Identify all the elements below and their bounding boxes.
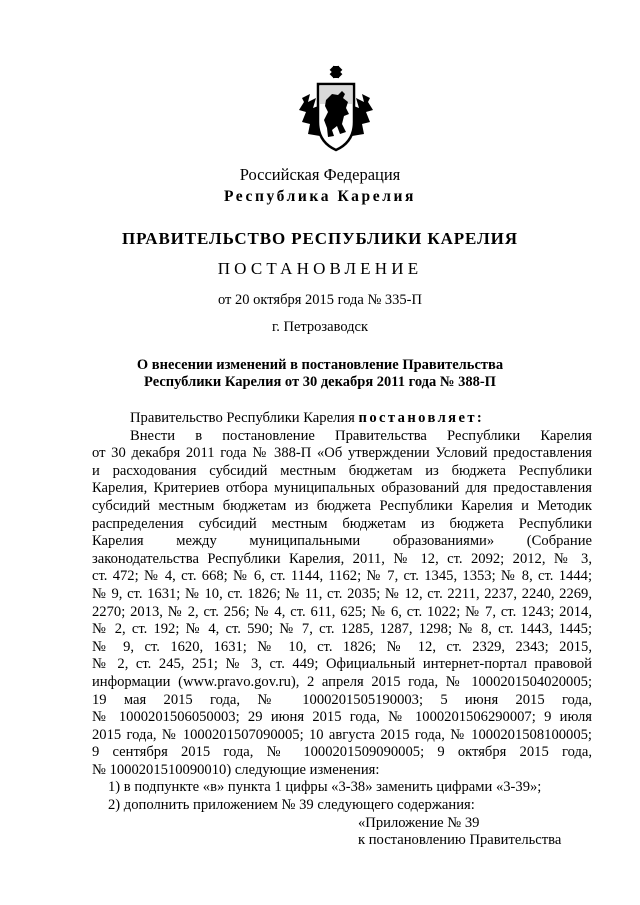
body-line: ст. 472; № 4, ст. 668; № 6, ст. 1144, 1162; № 7, ст. 1345, 1353; № 8, ст. 1444; (92, 568, 592, 585)
country-name: Российская Федерация (239, 165, 401, 184)
body-line: № 1000201506050003; 29 июня 2015 года, № 1000201506290007; 9 июля (92, 709, 592, 726)
body-line: 19 мая 2015 года, № 1000201505190003; 5 июня 2015 года, (92, 691, 592, 708)
body-line: № 9, ст. 1620, 1631; № 10, ст. 1826; № 12, ст. 2329, 2343; 2015, (92, 638, 592, 655)
body-line: № 1000201510090010) следующие изменения: (92, 761, 380, 778)
document-body (92, 410, 592, 850)
body-line: Карелия между муниципальными образованиями» (Собрание (92, 533, 592, 550)
body-line: Внести в постановление Правительства Республики Карелия (130, 427, 592, 444)
body-line: законодательства Республики Карелия, 2011, № 12, ст. 2092; 2012, № 3, (92, 550, 592, 567)
body-line: и расходования субсидий местным бюджетам из бюджета Республики (92, 462, 592, 479)
body-line: от 30 декабря 2011 года № 388-П «Об утверждении Условий предоставления (92, 445, 592, 462)
title-line: Республики Карелия от 30 декабря 2011 года № 388-П (144, 373, 496, 390)
body-line: 2015 года, № 1000201507090005; 10 августа 2015 года, № 1000201508100005; (92, 726, 592, 743)
body-line: информации (www.pravo.gov.ru), 2 апреля 2015 года, № 1000201504020005; (92, 673, 592, 690)
body-line: № 2, ст. 245, 251; № 3, ст. 449; Официальный интернет-портал правовой (92, 656, 592, 673)
document-date: от 20 октября 2015 года № 335-П (218, 292, 422, 308)
decree-verb: постановляет: (358, 410, 485, 426)
body-line: 2270; 2013, № 2, ст. 256; № 4, ст. 611, 625; № 6, ст. 1022; № 7, ст. 1243; 2014, (92, 603, 592, 620)
government-heading: ПРАВИТЕЛЬСТВО РЕСПУБЛИКИ КАРЕЛИЯ (122, 229, 518, 248)
amendment-item-2: 2) дополнить приложением № 39 следующего содержания: (108, 797, 475, 814)
republic-name: Республика Карелия (223, 188, 417, 205)
document-type: ПОСТАНОВЛЕНИЕ (217, 259, 423, 278)
body-line: № 9, ст. 1631; № 10, ст. 1826; № 11, ст. 2035; № 12, ст. 2211, 2237, 2240, 2269, (92, 585, 592, 602)
body-line: Карелия, Критериев отбора муниципальных образований для предоставления (92, 480, 592, 497)
intro-paragraph (92, 410, 592, 428)
coat-of-arms-icon (296, 64, 376, 156)
title-line: О внесении изменений в постановление Правительства (136, 357, 504, 373)
body-line: субсидий местным бюджетам из бюджета Республики Карелия и Методик (92, 497, 592, 514)
body-line: распределения субсидий местным бюджетам из бюджета Республики (92, 515, 592, 532)
city-name: г. Петрозаводск (271, 319, 369, 335)
annex-subheading: к постановлению Правительства (358, 832, 562, 849)
body-line: 9 сентября 2015 года, № 1000201509090005; 9 октября 2015 года, (92, 744, 592, 761)
intro-text: Правительство Республики Карелия (130, 410, 359, 426)
body-line: № 2, ст. 192; № 4, ст. 590; № 7, ст. 1285, 1287, 1298; № 8, ст. 1443, 1445; (92, 621, 592, 638)
amendment-item-1: 1) в подпункте «в» пункта 1 цифры «3-38» заменить цифрами «3-39»; (108, 779, 542, 796)
document-title (0, 357, 640, 390)
annex-heading: «Приложение № 39 (358, 814, 480, 831)
